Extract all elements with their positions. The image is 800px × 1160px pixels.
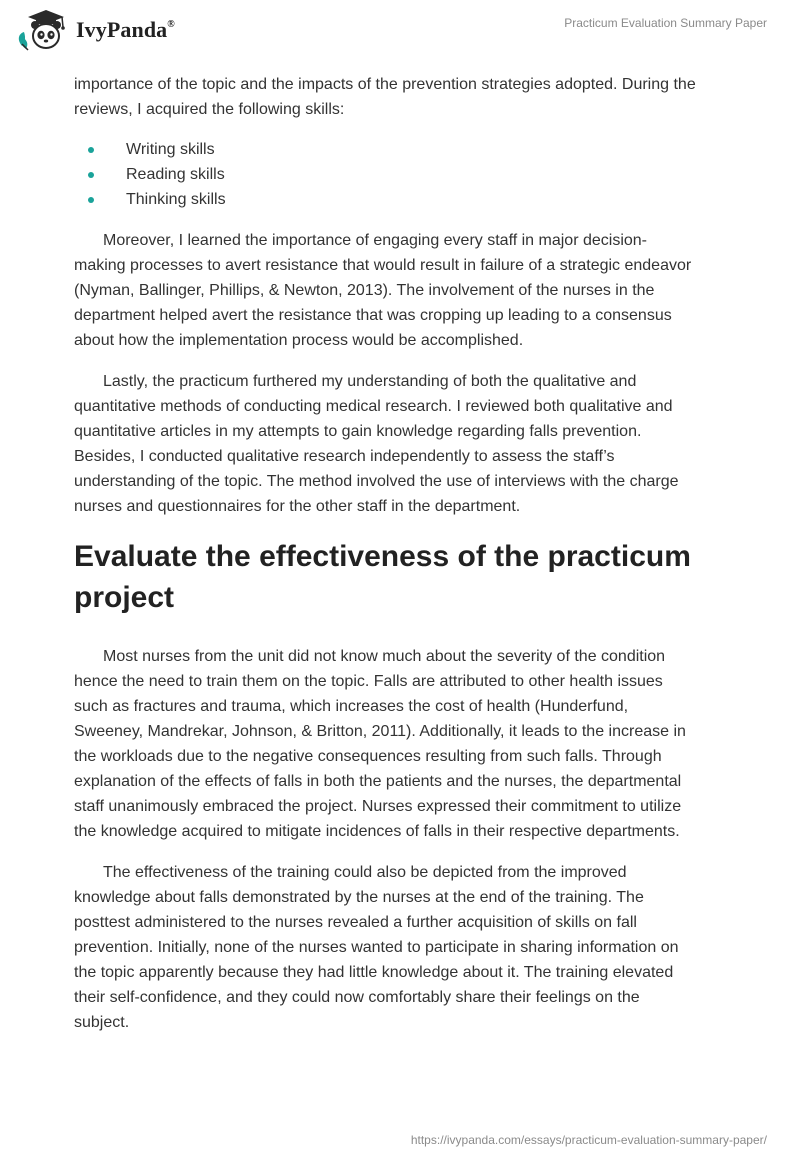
text-line: Besides, I conducted qualitative research independently to assess the staff’s xyxy=(74,448,615,465)
paragraph-effectiveness xyxy=(74,860,734,1035)
text-line: quantitative methods of conducting medical research. I reviewed both qualitative and xyxy=(74,398,673,415)
text-line: importance of the topic and the impacts of the prevention strategies adopted. During the xyxy=(74,76,696,93)
text-line: their self-confidence, and they could now comfortably share their feelings on the xyxy=(74,989,640,1006)
text-line: such as fractures and trauma, which increases the cost of health (Hunderfund, xyxy=(74,698,629,715)
bullet-dot-icon xyxy=(88,172,94,178)
text-line: the topic apparently because they had little knowledge about it. The training elevated xyxy=(74,964,674,981)
list-item: Reading skills xyxy=(74,162,734,187)
text-line: Sweeney, Mandrekar, Johnson, & Britton, 2011). Additionally, it leads to the increase in xyxy=(74,723,686,740)
text-line: The effectiveness of the training could also be depicted from the improved xyxy=(103,864,627,881)
bullet-dot-icon xyxy=(88,147,94,153)
text-line: department helped avert the resistance that was cropping up leading to a consensus xyxy=(74,307,672,324)
text-line: (Nyman, Ballinger, Phillips, & Newton, 2013). The involvement of the nurses in the xyxy=(74,282,655,299)
paragraph-most-nurses xyxy=(74,644,734,844)
text-line: staff unanimously embraced the project. Nurses expressed their commitment to utilize xyxy=(74,798,682,815)
list-item: Thinking skills xyxy=(74,187,734,212)
heading-line: project xyxy=(74,581,175,614)
text-line: prevention. Initially, none of the nurses wanted to participate in sharing information on xyxy=(74,939,679,956)
text-line: Most nurses from the unit did not know much about the severity of the condition xyxy=(103,648,666,665)
text-line: the knowledge acquired to mitigate incidences of falls in their respective departments. xyxy=(74,823,680,840)
paragraph-lastly xyxy=(74,369,734,519)
text-line: explanation of the effects of falls in both the patients and the nurses, the departmental xyxy=(74,773,682,790)
ivypanda-logo[interactable] xyxy=(16,8,175,52)
text-line: knowledge about falls demonstrated by the nurses at the end of the training. The xyxy=(74,889,644,906)
text-line: posttest administered to the nurses revealed a further acquisition of skills on fall xyxy=(74,914,637,931)
registered-mark: ® xyxy=(167,18,175,30)
essay-content xyxy=(74,72,734,1035)
text-line: subject. xyxy=(74,1014,130,1031)
logo-wordmark: IvyPanda® xyxy=(76,17,175,42)
text-line: hence the need to train them on the topic. Falls are attributed to other health issues xyxy=(74,673,663,690)
text-line: about how the implementation process would be accomplished. xyxy=(74,332,524,349)
text-line: the workloads due to the negative consequences resulting from such falls. Through xyxy=(74,748,662,765)
text-line: Lastly, the practicum furthered my understanding of both the qualitative and xyxy=(103,373,637,390)
paragraph-moreover xyxy=(74,228,734,353)
bullet-dot-icon xyxy=(88,197,94,203)
text-line: understanding of the topic. The method involved the use of interviews with the charge xyxy=(74,473,679,490)
text-line: Moreover, I learned the importance of engaging every staff in major decision- xyxy=(103,232,647,249)
page-header xyxy=(0,0,800,60)
document-title: Practicum Evaluation Summary Paper xyxy=(564,16,767,30)
skills-list xyxy=(74,137,734,212)
section-heading xyxy=(74,536,734,618)
heading-line: Evaluate the effectiveness of the practicum xyxy=(74,540,691,573)
list-item: Writing skills xyxy=(74,137,734,162)
source-url-link[interactable]: https://ivypanda.com/essays/practicum-evaluation-summary-paper/ xyxy=(410,1133,767,1147)
text-line: reviews, I acquired the following skills: xyxy=(74,101,345,118)
panda-graduate-logo-icon xyxy=(16,8,72,52)
text-line: nurses and questionnaires for the other staff in the department. xyxy=(74,498,521,515)
intro-paragraph xyxy=(74,72,734,122)
text-line: making processes to avert resistance that would result in failure of a strategic endeavor xyxy=(74,257,692,274)
text-line: quantitative articles in my attempts to gain knowledge regarding falls prevention. xyxy=(74,423,642,440)
